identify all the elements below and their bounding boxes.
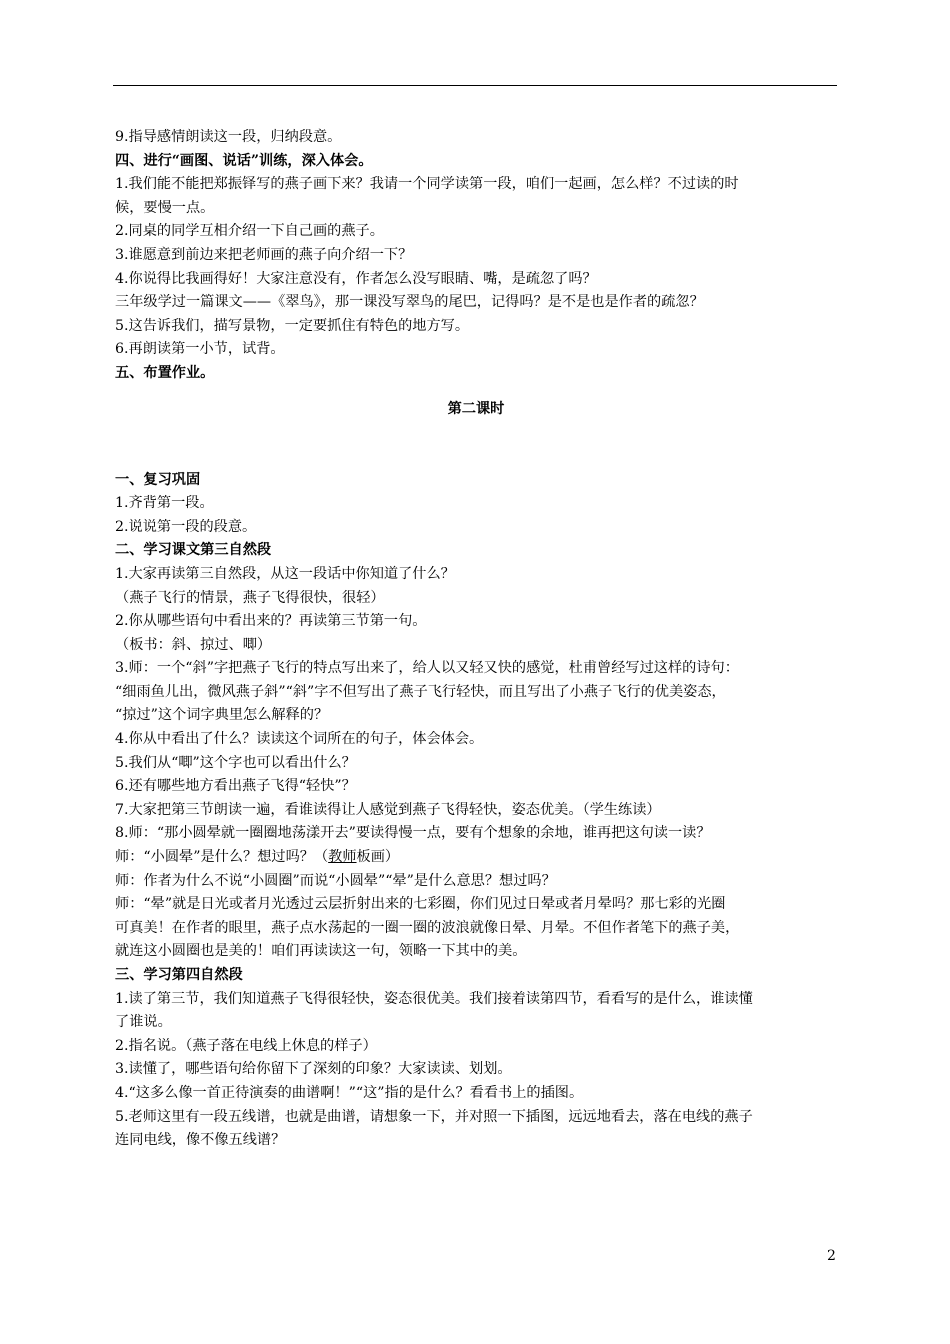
text-line: 5.老师这里有一段五线谱，也就是曲谱，请想象一下，并对照一下插图，远远地看去，落在电线的燕子 <box>115 1108 753 1125</box>
text-line-underlined: 师：“小圆晕”是什么？想过吗？（教师板画） <box>115 849 400 866</box>
text-line: 师：“晕”就是日光或者月光透过云层折射出来的七彩圈，你们见过日晕或者月晕吗？那七彩的光圈 <box>115 896 726 913</box>
text-line: 三年级学过一篇课文——《翠鸟》，那一课没写翠鸟的尾巴，记得吗？是不是也是作者的疏忽？ <box>115 294 704 311</box>
text-line: 5.这告诉我们，描写景物，一定要抓住有特色的地方写。 <box>115 317 470 334</box>
text-line: 2.说说第一段的段意。 <box>115 518 257 535</box>
lesson-two-part-b <box>115 870 837 1153</box>
lesson-one-continued <box>115 126 837 386</box>
section-heading: 三、学习第四自然段 <box>115 967 243 983</box>
text-line: 1.齐背第一段。 <box>115 495 214 512</box>
text-line: 2.指名说。（燕子落在电线上休息的样子） <box>115 1037 377 1054</box>
text-line: 3.谁愿意到前边来把老师画的燕子向介绍一下？ <box>115 246 413 263</box>
text-line: 2.你从哪些语句中看出来的？再读第三节第一句。 <box>115 613 427 630</box>
text-line: 4.你说得比我画得好！大家注意没有，作者怎么没写眼睛、嘴，是疏忽了吗？ <box>115 270 597 287</box>
section-heading: 二、学习课文第三自然段 <box>115 542 272 559</box>
text-line: 2.同桌的同学互相介绍一下自己画的燕子。 <box>115 223 384 240</box>
text-line: 8.师：“那小圆晕就一圈圈地荡漾开去”要读得慢一点，要有个想象的余地，谁再把这句读一读？ <box>115 825 711 842</box>
page-body <box>115 126 837 1153</box>
text-line: 师：作者为什么不说“小圆圈”而说“小圆晕”“晕”是什么意思？想过吗？ <box>115 872 556 889</box>
text-line: 1.我们能不能把郑振铎写的燕子画下来？我请一个同学读第一段，咱们一起画，怎么样？不过读的时 <box>115 176 739 193</box>
text-line: 连同电线，像不像五线谱？ <box>115 1132 286 1149</box>
section-heading: 五、布置作业。 <box>115 364 215 381</box>
text-line: （板书：斜、掠过、唧） <box>115 636 272 653</box>
text-line: 5.我们从“唧”这个字也可以看出什么？ <box>115 754 356 771</box>
text-line: 3.读懂了，哪些语句给你留下了深刻的印象？大家读读、划划。 <box>115 1061 512 1078</box>
text-line: 1.大家再读第三自然段，从这一段话中你知道了什么？ <box>115 565 455 582</box>
section-title: 第二课时 <box>447 400 505 417</box>
text-line: 3.师：一个“斜”字把燕子飞行的特点写出来了，给人以又轻又快的感觉，杜甫曾经写过这样的诗句： <box>115 660 739 677</box>
text-line: 可真美！在作者的眼里，燕子点水荡起的一圈一圈的波浪就像日晕、月晕。不但作者笔下的燕子美， <box>115 919 740 936</box>
text-line: “掠过”这个词字典里怎么解释的？ <box>115 707 329 724</box>
text-line: 了谁说。 <box>115 1014 172 1031</box>
section-heading: 一、复习巩固 <box>115 471 201 488</box>
text-line: 6.还有哪些地方看出燕子飞得“轻快”？ <box>115 778 356 795</box>
text-line: 6.再朗读第一小节，试背。 <box>115 341 285 358</box>
text-line: 4.“这多么像一首正待演奏的曲谱啊！”“这”指的是什么？看看书上的插图。 <box>115 1084 584 1101</box>
text-line: 就连这小圆圈也是美的！咱们再读读这一句，领略一下其中的美。 <box>115 943 527 960</box>
text-line: 1.读了第三节，我们知道燕子飞得很轻快，姿态很优美。我们接着读第四节，看看写的是什么，谁读懂 <box>115 990 753 1007</box>
text-line: 4.你从中看出了什么？读读这个词所在的句子，体会体会。 <box>115 731 484 748</box>
page-number: 2 <box>827 1248 836 1264</box>
text-line: “细雨鱼儿出，微风燕子斜”“斜”字不但写出了燕子飞行轻快，而且写出了小燕子飞行的优美姿态， <box>115 683 726 700</box>
lesson-two-part-a <box>115 469 837 847</box>
text-line: 9.指导感情朗读这一段，归纳段意。 <box>115 129 342 145</box>
text-line: 候，要慢一点。 <box>115 199 215 216</box>
text-line: （燕子飞行的情景，燕子飞得很快，很轻） <box>115 589 385 606</box>
text-line: 7.大家把第三节朗读一遍，看谁读得让人感觉到燕子飞得轻快，姿态优美。（学生练读） <box>115 801 661 818</box>
section-heading: 四、进行“画图、说话”训练，深入体会。 <box>115 152 373 169</box>
header-rule <box>113 85 837 86</box>
